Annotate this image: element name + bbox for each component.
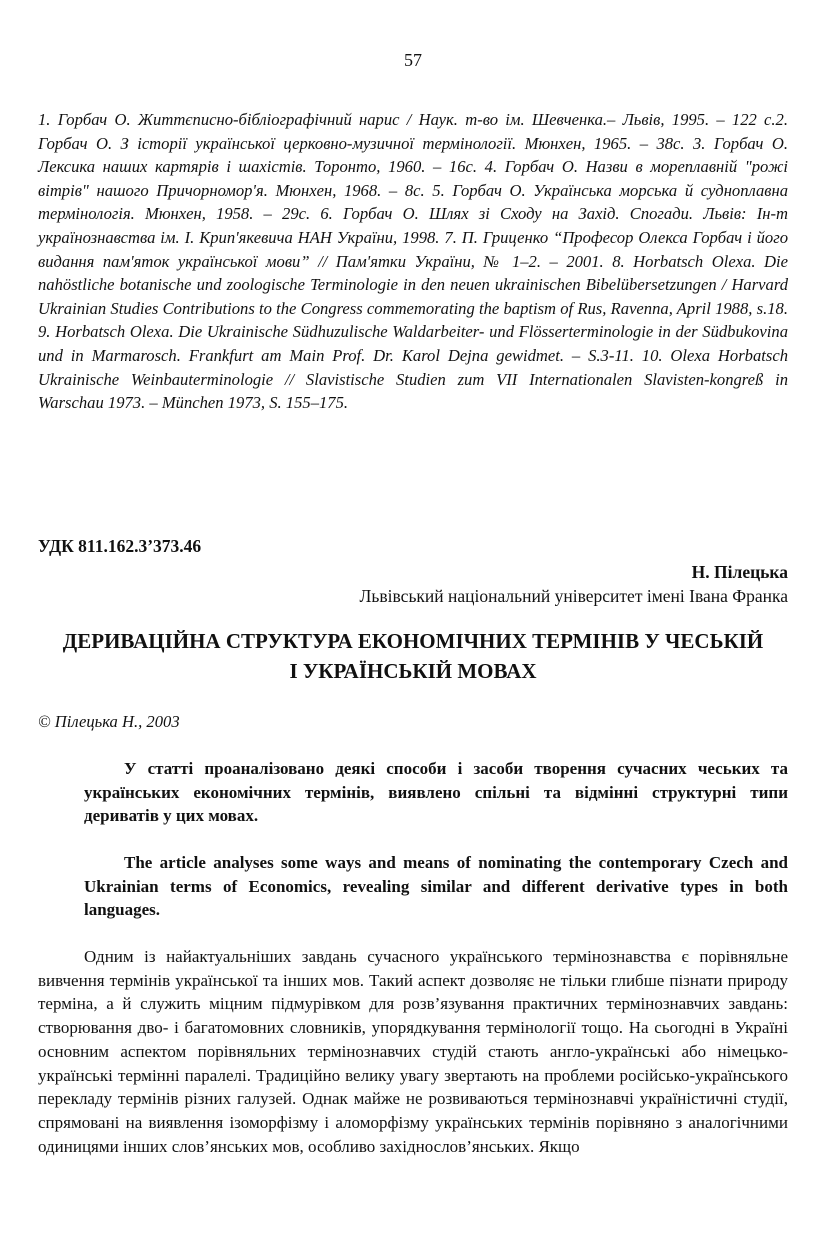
body-text bbox=[38, 945, 788, 1158]
author-affiliation: Львівський національний університет імені Івана Франка bbox=[359, 586, 788, 606]
abstract-ukrainian-text: У статті проаналізовано деякі способи і засоби творення сучасних чеських та українських економічних термінів, виявлено спільні та відмінні структурні типи дериватів у цих мовах. bbox=[84, 759, 788, 825]
article-title bbox=[38, 626, 788, 686]
page-number: 57 bbox=[404, 50, 422, 70]
udc-code: УДК 811.162.3’373.46 bbox=[38, 536, 202, 556]
article-title-line-1: ДЕРИВАЦІЙНА СТРУКТУРА ЕКОНОМІЧНИХ ТЕРМІНІВ У ЧЕСЬКІЙ bbox=[62, 629, 764, 653]
abstract-ukrainian bbox=[84, 757, 788, 828]
copyright-line: © Пілецька Н., 2003 bbox=[38, 712, 180, 731]
body-paragraph: Одним із найактуальніших завдань сучасного українського термінознавства є порівняльне вивчення термінів української та інших мов. Такий аспект дозволяє не тільки глибше пізнати природу терміна, а й служить міцним підмурівком для розв’язування практичних термінознавчих завдань: створювання дво- і багатомовних словників, упорядкування термінології тощо. На сьогодні в Україні основним аспектом порівняльних термінознавчих студій стають англо-українські або німецько-українські термінні паралелі. Традиційно велику увагу звертають на проблеми російсько-українського перекладу термінів різних галузей. Однак майже не розвиваються термінознавчі україністичні студії, спрямовані на виявлення ізоморфізму і аломорфізму українських термінів порівняно з аналогічними одиницями інших слов’янських мов, особливо західнослов’янських. Якщо bbox=[38, 947, 788, 1156]
abstract-english-text: The article analyses some ways and means of nominating the contemporary Czech and Ukrainian terms of Economics, revealing similar and different derivative types in both languages. bbox=[84, 853, 788, 919]
article-title-line-2: І УКРАЇНСЬКІЙ МОВАХ bbox=[289, 659, 537, 683]
references-block bbox=[38, 108, 788, 415]
abstract-english bbox=[84, 851, 788, 922]
author-name: Н. Пілецька bbox=[691, 562, 788, 582]
references-text: 1. Горбач О. Життєписно-бібліографічний нарис / Наук. т-во ім. Шевченка.– Львів, 1995. – 122 с.2. Горбач О. З історії української церковно-музичної термінології. Мюнхен, 1965. – 38с. 3. Горбач О. Лексика наших картярів і шахістів. Торонто, 1960. – 16с. 4. Горбач О. Назви в мореплавній "рожі вітрів" нашого Причорномор'я. Мюнхен, 1968. – 8с. 5. Горбач О. Українська морська й судноплавна термінологія. Мюнхен, 1958. – 29с. 6. Горбач О. Шлях зі Сходу на Захід. Спогади. Львів: Ін-т українознавства ім. І. Крип'якевича НАН України, 1998. 7. П. Гриценко “Професор Олекса Горбач і його видання пам'яток української мови” // Пам'ятки України, № 1–2. – 2001. 8. Horbatsch Olexa. Die nahöstliche botanische und zoologische Terminologie in den neuen ukrainischen Bibelübersetzungen / Harvard Ukrainian Studies Contributions to the Congress commemorating the baptism of Rus, Ravenna, April 1988, s.18. 9. Horbatsch Olexa. Die Ukrainische Südhuzulische Waldarbeiter- und Flösserterminologie in der Südbukovina und in Marmarosch. Frankfurt am Main Prof. Dr. Karol Dejna gewidmet. – S.3-11. 10. Olexa Horbatsch Ukrainische Weinbauterminologie // Slavistische Studien zum VII Internationalen Slavisten-kongreß in Warschau 1973. – München 1973, S. 155–175. bbox=[38, 110, 788, 413]
